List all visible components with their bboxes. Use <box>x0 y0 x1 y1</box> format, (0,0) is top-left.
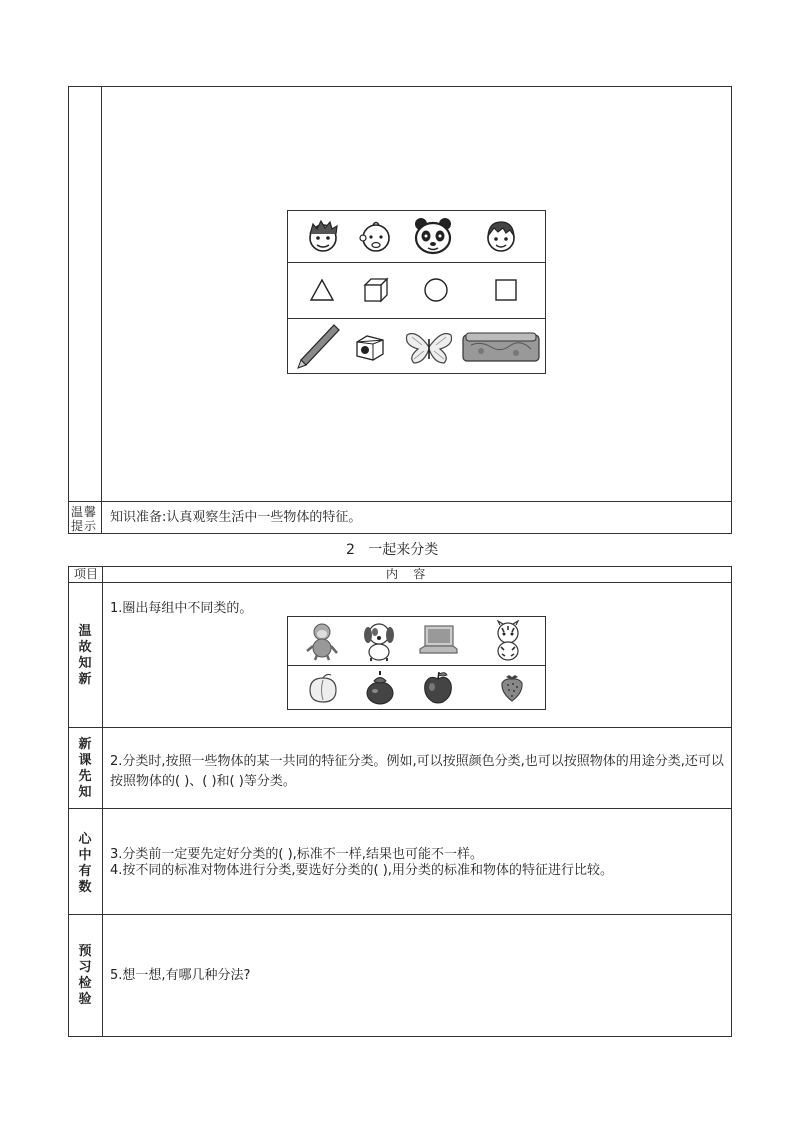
lesson-row-divider <box>68 582 732 583</box>
eggplant-icon <box>360 668 400 708</box>
grid-row-divider <box>287 262 546 263</box>
baby-face-icon <box>353 213 399 259</box>
label-char: 心 <box>78 832 92 847</box>
question-3: 3.分类前一定要先定好分类的( ),标准不一样,结果也可能不一样。 <box>110 847 483 862</box>
panda-face-icon <box>408 211 458 261</box>
label-char: 故 <box>78 640 92 655</box>
label-char: 知 <box>78 785 92 800</box>
row-label-preview <box>77 737 93 801</box>
label-char: 温 <box>78 624 92 639</box>
lesson-row-divider <box>68 914 732 915</box>
pencil-case-icon <box>460 326 542 368</box>
lesson-table-divider <box>102 566 103 1037</box>
cube-icon <box>356 267 396 313</box>
dog-icon <box>356 618 402 664</box>
tiger-icon <box>486 619 530 663</box>
tip-label <box>70 505 98 533</box>
grid-row-divider <box>287 318 546 319</box>
tip-label-line1: 温馨 <box>70 505 97 519</box>
label-char: 课 <box>78 753 92 768</box>
apple-icon <box>418 668 458 708</box>
header-content: 内 容 <box>386 567 426 581</box>
circle-icon <box>416 267 456 313</box>
label-char: 有 <box>78 864 92 879</box>
row-label-check <box>77 944 93 1008</box>
label-char: 预 <box>78 944 92 959</box>
pencil-icon <box>294 321 344 371</box>
label-char: 知 <box>78 656 92 671</box>
lesson-row-divider <box>68 727 732 728</box>
label-char: 验 <box>78 992 92 1007</box>
row-label-review <box>77 624 93 688</box>
top-table-divider <box>101 86 102 534</box>
label-char: 习 <box>78 960 92 975</box>
top-table-row-divider <box>68 501 732 502</box>
question-4: 4.按不同的标准对物体进行分类,要选好分类的( ),用分类的标准和物体的特征进行比较。 <box>110 863 613 878</box>
tip-label-line2: 提示 <box>70 519 97 533</box>
label-char: 新 <box>78 672 92 687</box>
square-icon <box>486 267 526 313</box>
triangle-icon <box>302 267 342 313</box>
butterfly-icon <box>403 324 455 370</box>
label-char: 中 <box>78 848 92 863</box>
header-item: 项目 <box>74 567 99 581</box>
lesson-title: 2 一起来分类 <box>346 542 439 558</box>
question-1: 1.圈出每组中不同类的。 <box>110 601 253 616</box>
label-char: 先 <box>78 769 92 784</box>
boy-face-icon <box>300 213 346 259</box>
grid-row-divider <box>287 665 546 666</box>
lesson-row-divider <box>68 808 732 809</box>
monkey-icon <box>301 619 343 663</box>
row-label-mind <box>77 832 93 896</box>
label-char: 新 <box>78 737 92 752</box>
strawberry-icon <box>492 668 532 708</box>
sharpener-icon <box>350 326 390 368</box>
question-2: 2.分类时,按照一些物体的某一共同的特征分类。例如,可以按照颜色分类,也可以按照物体的用途分类,还可以按照物体的( )、( )和( )等分类。 <box>110 754 724 789</box>
laptop-icon <box>415 619 461 663</box>
label-char: 检 <box>78 976 92 991</box>
peach-icon <box>303 668 343 708</box>
tip-text: 知识准备:认真观察生活中一些物体的特征。 <box>110 510 362 525</box>
label-char: 数 <box>78 880 92 895</box>
boy-face-2-icon <box>478 213 524 259</box>
question-5: 5.想一想,有哪几种分法? <box>110 968 251 983</box>
